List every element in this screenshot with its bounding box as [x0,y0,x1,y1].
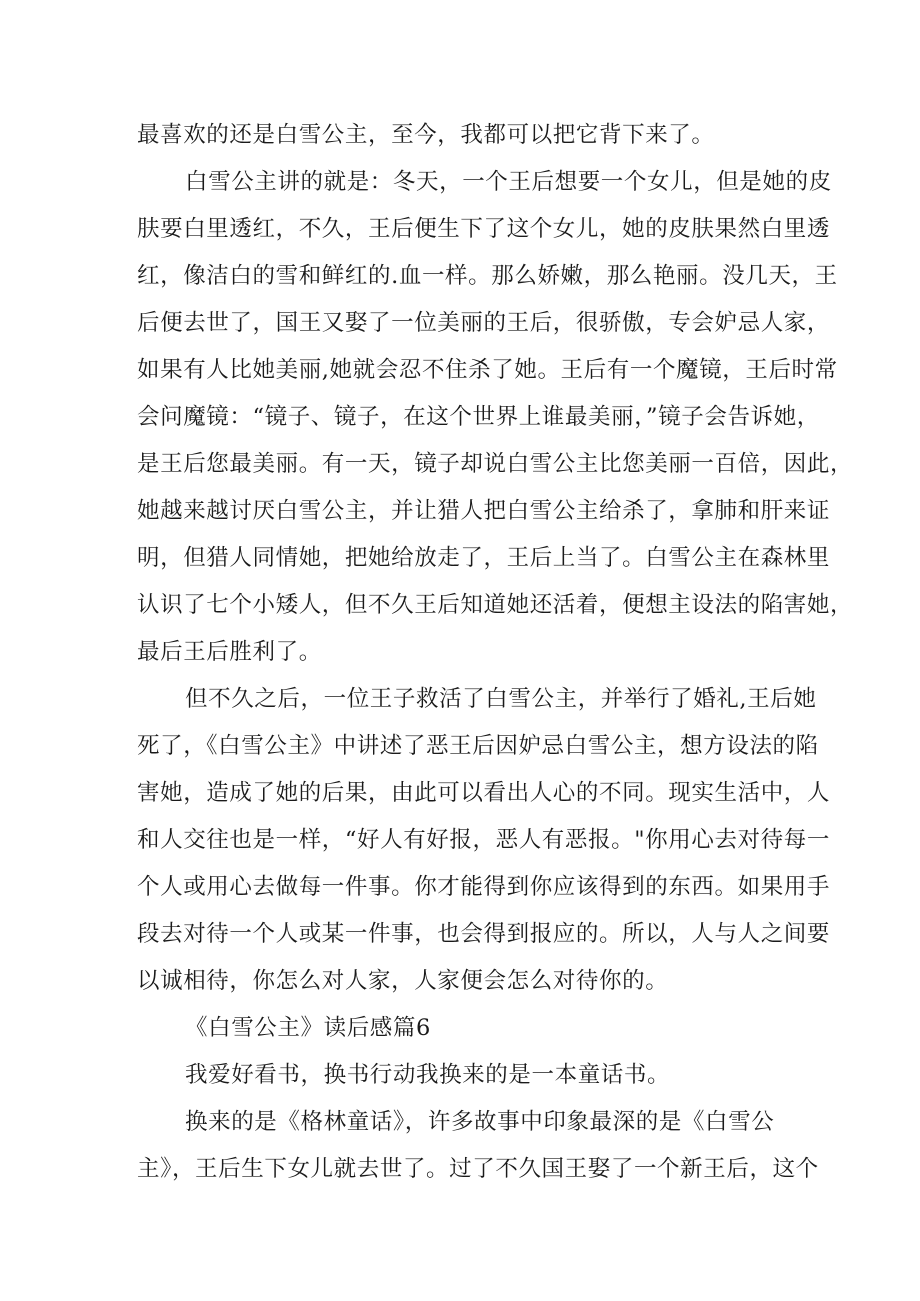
text-line: 最喜欢的还是白雪公主，至今，我都可以把它背下来了。 [137,122,715,148]
text-line: 后便去世了，国王又娶了一位美丽的王后，很骄傲，专会妒忌人家， [137,310,831,336]
section-heading: 《白雪公主》读后感篇6 [185,1015,431,1041]
text-line: 最后王后胜利了。 [137,639,322,665]
text-line: 是王后您最美丽。有一天，镜子却说白雪公主比您美丽一百倍，因此， [137,451,854,477]
text-line: 肤要白里透红，不久，王后便生下了这个女儿，她的皮肤果然白里透 [137,216,831,242]
text-line: 但不久之后，一位王子救活了白雪公主，并举行了婚礼,王后她 [185,686,817,712]
text-line: 如果有人比她美丽,她就会忍不住杀了她。王后有一个魔镜，王后时常 [137,357,838,383]
text-line: 白雪公主讲的就是：冬天，一个王后想要一个女儿，但是她的皮 [185,169,832,195]
text-line: 段去对待一个人或某一件事，也会得到报应的。所以，人与人之间要 [137,921,831,947]
text-line: 红，像洁白的雪和鲜红的.血一样。那么娇嫩，那么艳丽。没几天，王 [137,263,838,289]
text-line: 她越来越讨厌白雪公主，并让猎人把白雪公主给杀了，拿肺和肝来证 [137,498,831,524]
text-line: 以诚相待，你怎么对人家，人家便会怎么对待你的。 [137,968,669,994]
text-line: 认识了七个小矮人，但不久王后知道她还活着，便想主设法的陷害她， [137,592,854,618]
text-line: 害她，造成了她的后果，由此可以看出人心的不同。现实生活中，人 [137,780,831,806]
text-line: 和人交往也是一样，“好人有好报，恶人有恶报。"你用心去对待每一 [137,827,830,853]
text-line: 死了，《白雪公主》中讲述了恶王后因妒忌白雪公主，想方设法的陷 [137,733,819,759]
text-line: 主》，王后生下女儿就去世了。过了不久国王娶了一个新王后，这个 [137,1156,819,1182]
text-line: 会问魔镜：“镜子、镜子，在这个世界上谁最美丽，”镜子会告诉她， [137,404,820,430]
text-line: 明，但猎人同情她，把她给放走了，王后上当了。白雪公主在森林里 [137,545,831,571]
text-line: 换来的是《格林童话》，许多故事中印象最深的是《白雪公 [185,1109,775,1135]
text-line: 个人或用心去做每一件事。你才能得到你应该得到的东西。如果用手 [137,874,831,900]
text-line: 我爱好看书，换书行动我换来的是一本童话书。 [185,1062,671,1088]
